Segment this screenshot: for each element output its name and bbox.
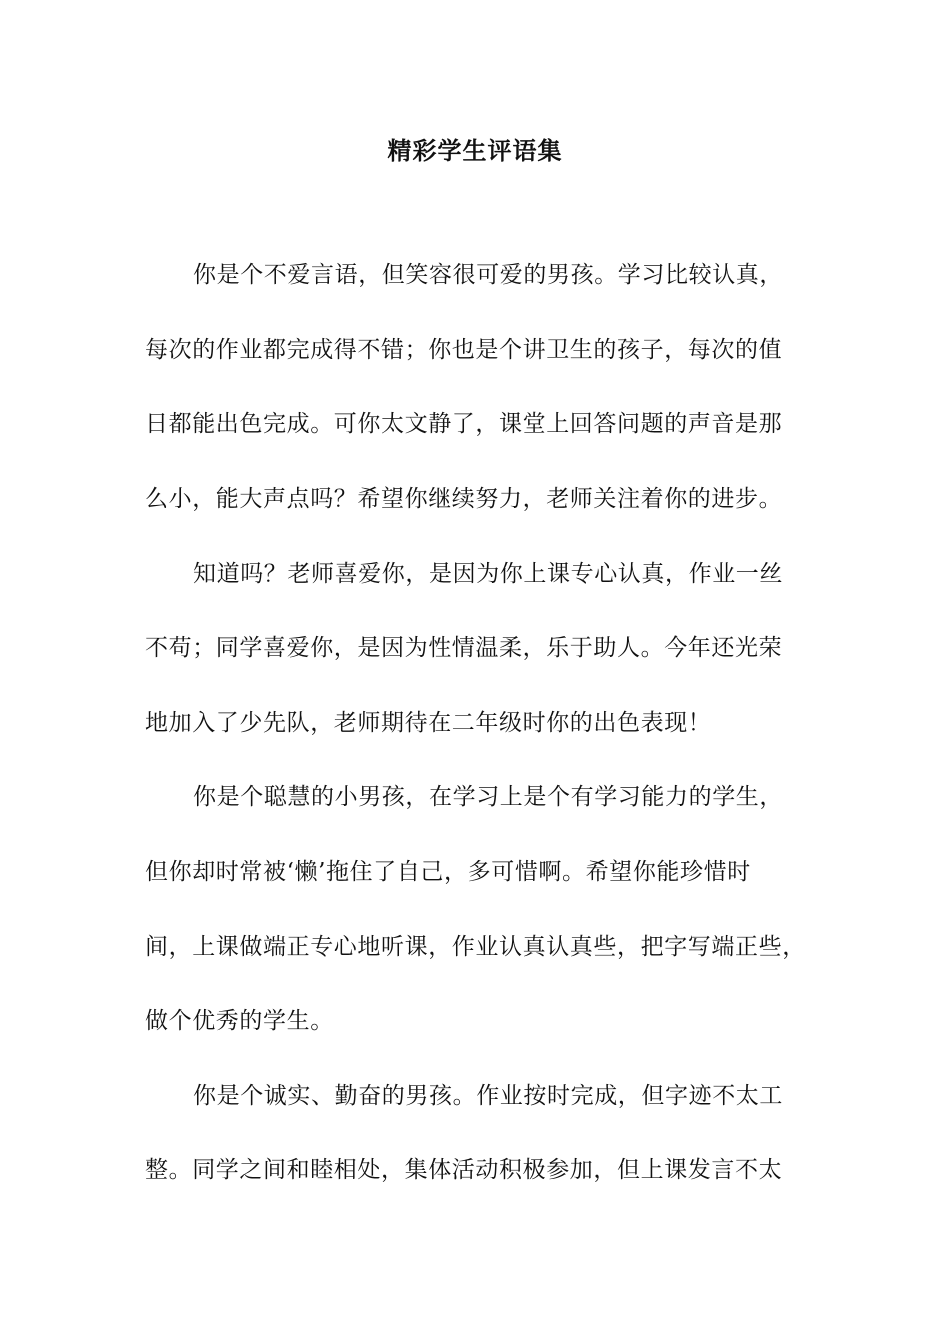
paragraph-1-line-4: 么小，能大声点吗？希望你继续努力，老师关注着你的进步。 xyxy=(145,486,783,512)
paragraph-1-line-1: 你是个不爱言语，但笑容很可爱的男孩。学习比较认真， xyxy=(193,262,783,288)
paragraph-1-line-2: 每次的作业都完成得不错；你也是个讲卫生的孩子，每次的值 xyxy=(145,337,783,363)
paragraph-4-line-2: 整。同学之间和睦相处，集体活动积极参加，但上课发言不太 xyxy=(145,1157,783,1183)
paragraph-4-line-1: 你是个诚实、勤奋的男孩。作业按时完成，但字迹不太工 xyxy=(193,1083,783,1109)
paragraph-3-line-4: 做个优秀的学生。 xyxy=(145,1008,334,1034)
paragraph-2-line-2: 不苟；同学喜爱你，是因为性情温柔，乐于助人。今年还光荣 xyxy=(145,635,783,661)
document-title: 精彩学生评语集 xyxy=(387,136,563,165)
paragraph-3-line-3: 间，上课做端正专心地听课，作业认真认真些，把字写端正些， xyxy=(145,934,806,960)
paragraph-3-line-1: 你是个聪慧的小男孩，在学习上是个有学习能力的学生， xyxy=(193,784,783,810)
paragraph-2-line-1: 知道吗？老师喜爱你，是因为你上课专心认真，作业一丝 xyxy=(193,561,783,587)
paragraph-2-line-3: 地加入了少先队，老师期待在二年级时你的出色表现！ xyxy=(145,710,712,736)
paragraph-1-line-3: 日都能出色完成。可你太文静了，课堂上回答问题的声音是那 xyxy=(145,411,783,437)
paragraph-3-line-2: 但你却时常被‘懒’拖住了自己，多可惜啊。希望你能珍惜时 xyxy=(145,859,751,885)
